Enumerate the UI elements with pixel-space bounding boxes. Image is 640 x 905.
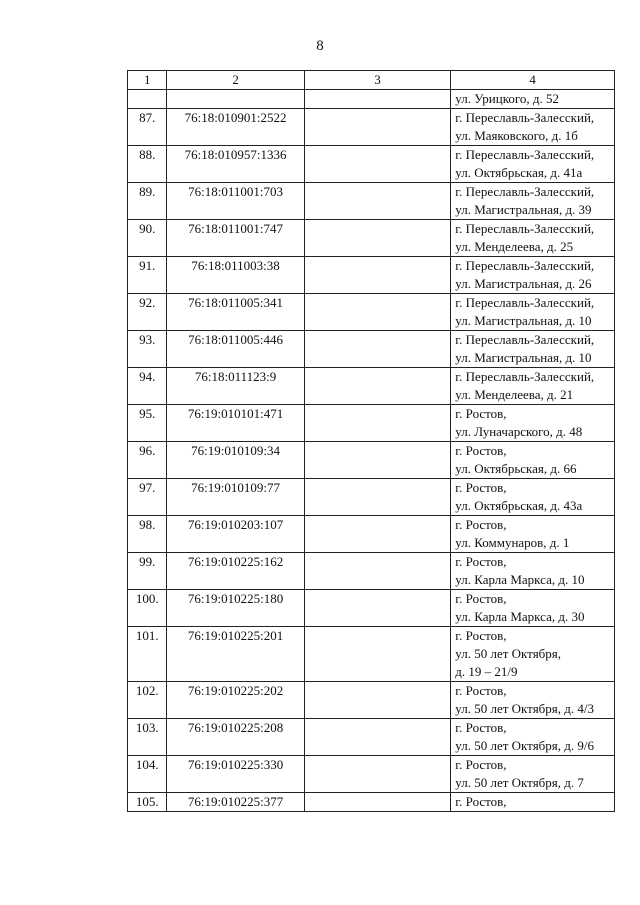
table-row: [128, 220, 615, 257]
row-number-cell: 105.: [128, 793, 167, 812]
row-number-cell: 103.: [128, 719, 167, 756]
address-cell: г. Переславль-Залесский, ул. Магистральная, д. 26: [451, 257, 615, 294]
table-row: [128, 553, 615, 590]
cadastral-number-cell: 76:19:010203:107: [167, 516, 304, 553]
cadastral-number-cell: 76:19:010225:162: [167, 553, 304, 590]
column-3-cell: [304, 682, 451, 719]
cadastral-number-cell: 76:19:010225:330: [167, 756, 304, 793]
row-number-cell: 97.: [128, 479, 167, 516]
address-cell: г. Переславль-Залесский, ул. Магистральная, д. 39: [451, 183, 615, 220]
address-cell: г. Переславль-Залесский, ул. Октябрьская, д. 41а: [451, 146, 615, 183]
address-cell: г. Ростов, ул. Октябрьская, д. 66: [451, 442, 615, 479]
address-cell: г. Переславль-Залесский, ул. Менделеева, д. 25: [451, 220, 615, 257]
address-cell: г. Ростов, ул. Карла Маркса, д. 30: [451, 590, 615, 627]
column-3-cell: [304, 368, 451, 405]
cadastral-number-cell: 76:18:011001:703: [167, 183, 304, 220]
address-cell: г. Ростов,: [451, 793, 615, 812]
address-cell: г. Ростов, ул. 50 лет Октября, д. 19 – 21/9: [451, 627, 615, 682]
cadastral-number-cell: 76:18:011123:9: [167, 368, 304, 405]
cadastral-number-cell: 76:19:010225:201: [167, 627, 304, 682]
table-row: [128, 516, 615, 553]
cadastral-number-cell: 76:19:010109:34: [167, 442, 304, 479]
column-3-cell: [304, 109, 451, 146]
cadastral-number-cell: 76:18:010901:2522: [167, 109, 304, 146]
address-cell: г. Переславль-Залесский, ул. Магистральная, д. 10: [451, 294, 615, 331]
table-body: [128, 90, 615, 812]
address-cell: г. Ростов, ул. 50 лет Октября, д. 4/3: [451, 682, 615, 719]
address-cell: г. Переславль-Залесский, ул. Маяковского, д. 1б: [451, 109, 615, 146]
column-3-cell: [304, 627, 451, 682]
cadastral-number-cell: 76:19:010225:202: [167, 682, 304, 719]
column-header-4: 4: [451, 71, 615, 90]
row-number-cell: 87.: [128, 109, 167, 146]
row-number-cell: 92.: [128, 294, 167, 331]
table-row: [128, 109, 615, 146]
cadastral-number-cell: 76:19:010109:77: [167, 479, 304, 516]
table-row: [128, 405, 615, 442]
row-number-cell: [128, 90, 167, 109]
table-row: [128, 793, 615, 812]
table-row: [128, 442, 615, 479]
table-row: [128, 627, 615, 682]
column-header-1: 1: [128, 71, 167, 90]
cadastral-number-cell: 76:18:011005:446: [167, 331, 304, 368]
cadastral-number-cell: 76:19:010225:180: [167, 590, 304, 627]
column-3-cell: [304, 146, 451, 183]
row-number-cell: 104.: [128, 756, 167, 793]
row-number-cell: 98.: [128, 516, 167, 553]
cadastral-number-cell: [167, 90, 304, 109]
row-number-cell: 99.: [128, 553, 167, 590]
address-cell: г. Переславль-Залесский, ул. Менделеева, д. 21: [451, 368, 615, 405]
table-row: [128, 90, 615, 109]
row-number-cell: 100.: [128, 590, 167, 627]
column-3-cell: [304, 516, 451, 553]
column-3-cell: [304, 90, 451, 109]
row-number-cell: 91.: [128, 257, 167, 294]
column-3-cell: [304, 719, 451, 756]
column-3-cell: [304, 756, 451, 793]
column-3-cell: [304, 331, 451, 368]
table-row: [128, 183, 615, 220]
column-header-3: 3: [304, 71, 451, 90]
table-row: [128, 331, 615, 368]
table-row: [128, 590, 615, 627]
address-cell: г. Ростов, ул. 50 лет Октября, д. 9/6: [451, 719, 615, 756]
cadastral-number-cell: 76:18:010957:1336: [167, 146, 304, 183]
column-3-cell: [304, 553, 451, 590]
cadastral-number-cell: 76:19:010225:377: [167, 793, 304, 812]
column-3-cell: [304, 257, 451, 294]
address-cell: г. Переславль-Залесский, ул. Магистральная, д. 10: [451, 331, 615, 368]
column-3-cell: [304, 793, 451, 812]
row-number-cell: 101.: [128, 627, 167, 682]
cadastral-number-cell: 76:18:011001:747: [167, 220, 304, 257]
page-number: 8: [316, 38, 324, 54]
column-3-cell: [304, 183, 451, 220]
column-3-cell: [304, 405, 451, 442]
row-number-cell: 90.: [128, 220, 167, 257]
table-row: [128, 368, 615, 405]
column-3-cell: [304, 442, 451, 479]
cadastral-number-cell: 76:19:010225:208: [167, 719, 304, 756]
column-3-cell: [304, 294, 451, 331]
table-header-row: [128, 71, 615, 90]
table-row: [128, 146, 615, 183]
address-cell: г. Ростов, ул. 50 лет Октября, д. 7: [451, 756, 615, 793]
address-cell: г. Ростов, ул. Карла Маркса, д. 10: [451, 553, 615, 590]
row-number-cell: 95.: [128, 405, 167, 442]
address-cell: г. Ростов, ул. Октябрьская, д. 43а: [451, 479, 615, 516]
table-row: [128, 682, 615, 719]
table-row: [128, 294, 615, 331]
row-number-cell: 89.: [128, 183, 167, 220]
table-row: [128, 257, 615, 294]
table-row: [128, 756, 615, 793]
column-header-2: 2: [167, 71, 304, 90]
column-3-cell: [304, 590, 451, 627]
row-number-cell: 102.: [128, 682, 167, 719]
table-row: [128, 479, 615, 516]
property-table: [127, 70, 615, 812]
address-cell: г. Ростов, ул. Луначарского, д. 48: [451, 405, 615, 442]
cadastral-number-cell: 76:18:011005:341: [167, 294, 304, 331]
address-cell: ул. Урицкого, д. 52: [451, 90, 615, 109]
row-number-cell: 96.: [128, 442, 167, 479]
cadastral-number-cell: 76:19:010101:471: [167, 405, 304, 442]
column-3-cell: [304, 220, 451, 257]
row-number-cell: 88.: [128, 146, 167, 183]
column-3-cell: [304, 479, 451, 516]
row-number-cell: 93.: [128, 331, 167, 368]
address-cell: г. Ростов, ул. Коммунаров, д. 1: [451, 516, 615, 553]
row-number-cell: 94.: [128, 368, 167, 405]
table-row: [128, 719, 615, 756]
cadastral-number-cell: 76:18:011003:38: [167, 257, 304, 294]
